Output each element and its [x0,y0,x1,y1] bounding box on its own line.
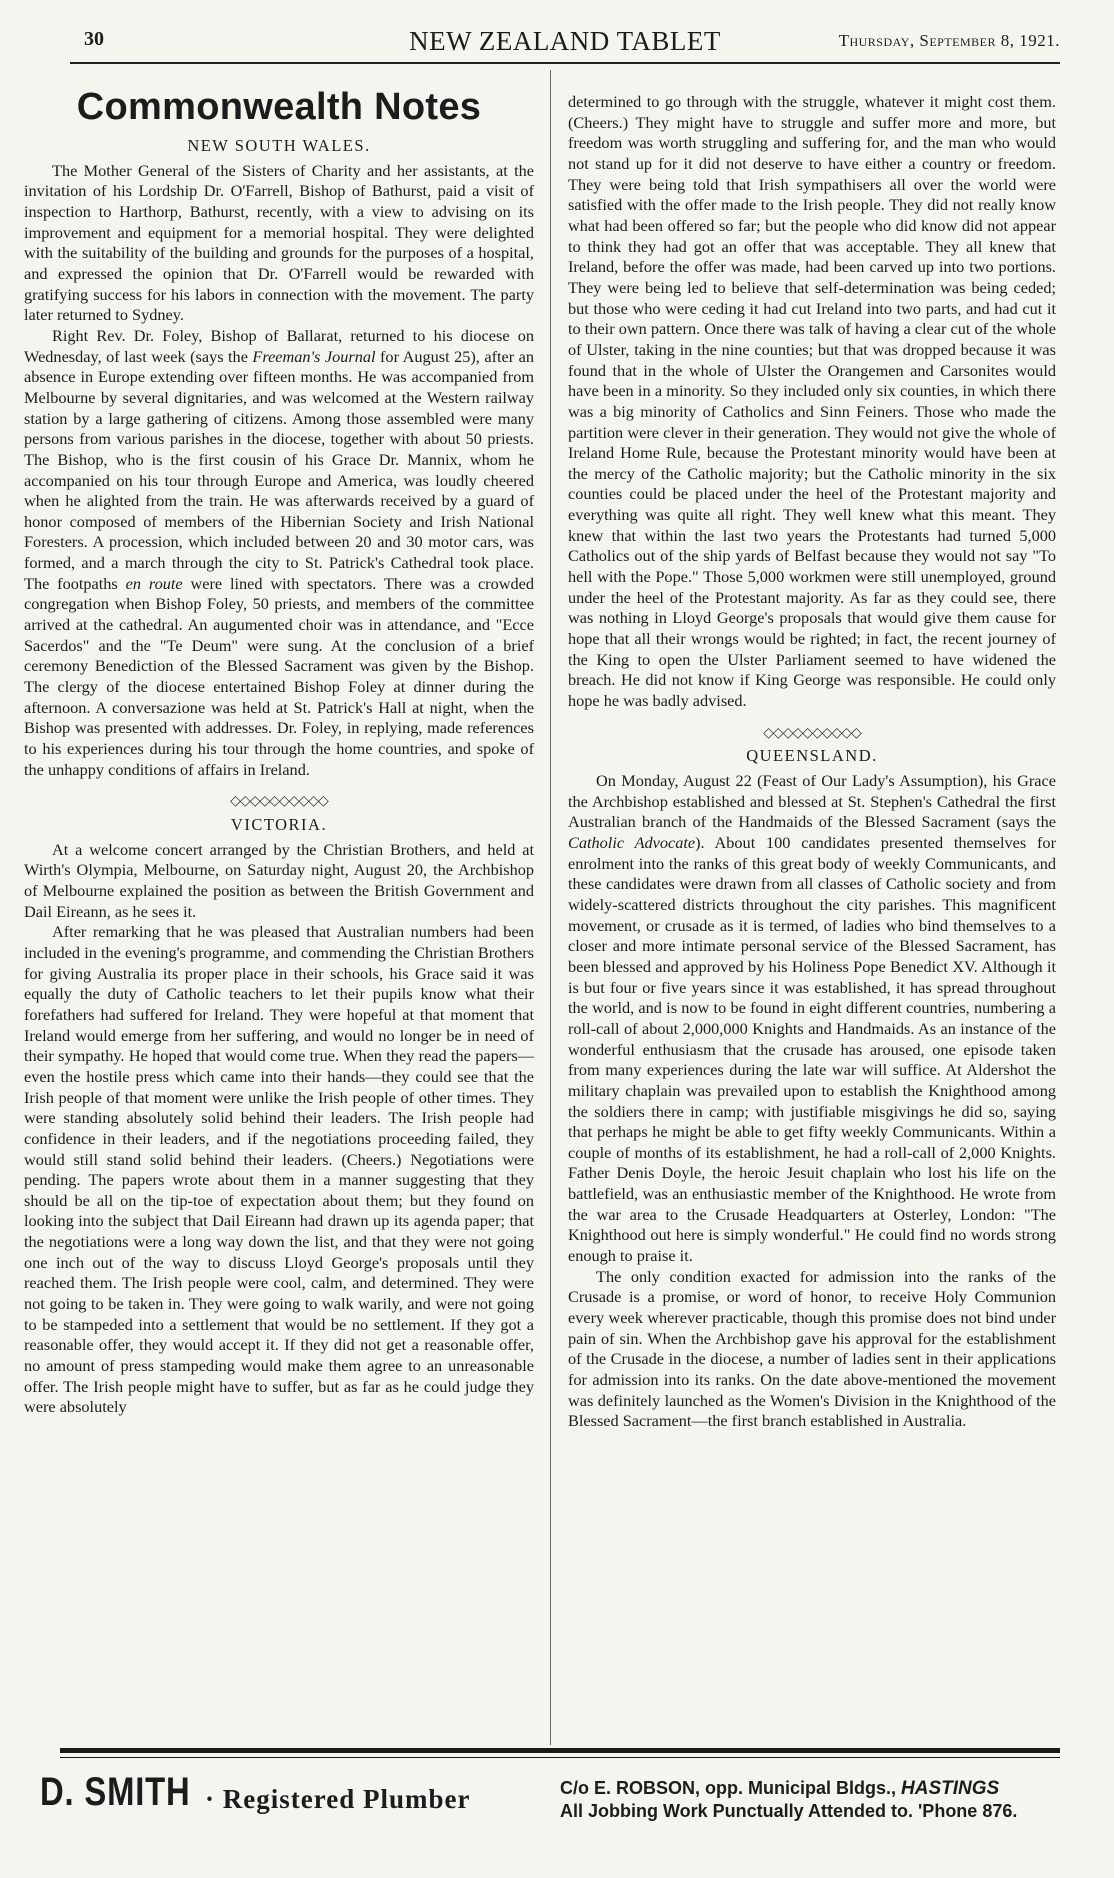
address-text: C/o E. ROBSON, opp. Municipal Bldgs., [560,1778,897,1798]
header-rule [70,62,1060,64]
right-column [568,92,1056,1432]
footer-rule [60,1748,1060,1753]
nsw-p2-text-c: were lined with spectators. There was a crowded congregation when Bishop Foley, 50 priests, and members of the committee arrived at the cathedral. An augumented choir was in attendance, and "Ecce Sacerdos" and the "Te Deum" were sung. At the conclusion of a brief ceremony Benediction of the Blessed Sacrament was given by the Bishop. The clergy of the diocese entertained Bishop Foley at dinner during the afternoon. A conversazione was held at St. Patrick's Hall at night, when the Bishop was presented with addresses. Dr. Foley, in replying, made references to his experiences during his tour through the home countries, and spoke of the unhappy conditions of affairs in Ireland. [24,573,535,779]
section-ornament: ◇◇◇◇◇◇◇◇◇◇ [763,725,861,741]
advertiser-name: D. SMITH [40,1770,191,1814]
source-citation: Freeman's Journal [252,346,376,366]
town-name: HASTINGS [901,1778,1000,1799]
victoria-paragraph-1: At a welcome concert arranged by the Christian Brothers, and held at Wirth's Olympia, Melbourne, on Saturday night, August 20, the Archbishop of Melbourne explained the position as between the British Government and Dail Eireann, as he sees it. [24,839,534,921]
phone-number: 'Phone 876. [918,1801,1018,1821]
left-column [24,70,534,1418]
service-text: All Jobbing Work Punctually Attended to. [560,1801,914,1821]
section-ornament: ◇◇◇◇◇◇◇◇◇◇ [230,794,328,810]
nsw-p2-text-b: for August 25), after an absence in Europe extending over fifteen months. He was accompanied from Melbourne by several dignitaries, and was welcomed at the Western railway station by a large gathering of citizens. Among those assembled were many persons from various parishes in the diocese, together with about 50 priests. The Bishop, who is the first cousin of his Grace Dr. Mannix, whom he accompanied on his tour through Europe and America, was loudly cheered when he alighted from the train. He was afterwards received by a guard of honor composed of members of the Hibernian Society and Irish National Foresters. A procession, which included between 20 and 30 motor cars, was formed, and a march through the city to St. Patrick's Cathedral took place. The footpaths [24,346,535,593]
article-title: Commonwealth Notes [76,86,482,128]
nsw-p2-text-a: Right Rev. Dr. Foley, Bishop of Ballarat, returned to his diocese on Wednesday, of last week (says the [24,325,534,366]
nsw-paragraph-2 [24,326,534,780]
advertiser-address [560,1777,1017,1823]
address-line-2 [560,1800,1017,1823]
section-heading-nsw: NEW SOUTH WALES. [187,136,371,155]
continuation-paragraph: determined to go through with the struggle, whatever it might cost them. (Cheers.) They might have to struggle and suffer more and more, but freedom was worth struggling and suffering for, and the man who would not stand up for it did not deserve to have either a country or freedom. They were being told that Irish sympathisers all over the world were satisfied with the offer made to the Irish people. They did not really know what had been offered so far; but the people who did know did not appear to think they had got an offer that was acceptable. They all knew that Ireland, before the offer was made, had been carved up into two portions. They were being led to believe that self-determination was being ceded; but those who were ceding it had cut Ireland into two parts, and had cut it to their own pattern. Once there was talk of having a clear cut of the whole of Ulster, taking in the nine counties; but that was dropped because it was found that in the whole of Ulster the Orangemen and Carsonites would have been in a minority. So they included only six counties, in which there was a big minority of Catholics and Sinn Feiners. Those who made the partition were clever in their generation. They would not give the whole of Ireland Home Rule, because the Protestant minority would have been at the mercy of the Catholic majority; but the Catholic minority in the six counties could be placed under the heel of the Protestant majority and everything was quite all right. They well knew what this meant. They knew that within the last two years the Protestants had turned 5,000 Catholics out of the ship yards of Belfast because they would not say "To hell with the Pope." Those 5,000 workmen were still unemployed, ground under the heel of the Protestant majority. As far as they could see, there was nothing in Lloyd George's proposals that would give them cause for hope that all their wrongs would be righted; in fact, the recent journey of the King to open the Ulster Parliament seemed to have widened the breach. He did not know if King George was responsible. He could only hope he was badly advised. [568,92,1056,711]
section-heading-victoria: VICTORIA. [230,815,328,834]
issue-date: Thursday, September 8, 1921. [838,31,1060,50]
section-heading-queensland: QUEENSLAND. [746,746,878,766]
queensland-paragraph-1 [568,771,1056,1267]
column-divider [550,70,551,1745]
italic-phrase: en route [125,573,183,593]
address-line-1 [560,1777,1017,1800]
footer-rule-thin [60,1757,1060,1758]
page-number: 30 [84,28,104,50]
source-citation: Catholic Advocate [568,832,696,852]
advertiser-trade: · Registered Plumber [205,1784,471,1814]
victoria-paragraph-2: After remarking that he was pleased that Australian numbers had been included in the evening's programme, and commending the Christian Brothers for giving Australia its proper place in their schools, his Grace said it was equally the duty of Catholic teachers to let their pupils know what their forefathers had suffered for Ireland. They were hopeful at that moment that Ireland would emerge from her suffering, and would no longer be in need of their sympathy. He hoped that would come true. When they read the papers—even the hostile press which came into their hands—they could see that the Irish people of that moment were unlike the Irish people of other times. They were standing absolutely solid behind their leaders. The Irish people had confidence in their leaders, and if the negotiations proceeding failed, they would still stand solid behind their leaders. (Cheers.) Negotiations were pending. The papers wrote about them in a manner suggesting that they should be all on the tip-toe of expectation about them; but they found on looking into the subject that Dail Eireann had drawn up its agenda paper; that the negotiations were a long way down the list, and that they were not going one inch out of the way to discuss Lloyd George's proposals until they reached them. The Irish people were cool, calm, and determined. They were not going to be taken in. They were going to walk warily, and were not going to be stampeded into a settlement that would be no settlement. If they got a reasonable offer, they would accept it. If they did not get a reasonable offer, no amount of press stampeding would make them agree to an unreasonable offer. The Irish people might have to suffer, but as far as he could judge they were absolutely [24,922,534,1417]
qld-p1-text-a: On Monday, August 22 (Feast of Our Lady's Assumption), his Grace the Archbishop established and blessed at St. Stephen's Cathedral the first Australian branch of the Handmaids of the Blessed Sacrament (says the [568,771,1056,832]
masthead: NEW ZEALAND TABLET [409,26,721,56]
nsw-paragraph-1: The Mother General of the Sisters of Charity and her assistants, at the invitation of his Lordship Dr. O'Farrell, Bishop of Bathurst, paid a visit of inspection to Harthorp, Bathurst, recently, with a view to advising on its improvement and equipment for a memorial hospital. They were delighted with the suitability of the building and grounds for the purposes of a hospital, and expressed the opinion that Dr. O'Farrell would be rewarded with gratifying success for his labors in connection with the movement. The party later returned to Sydney. [24,160,534,325]
qld-p1-text-b: ). About 100 candidates presented themselves for enrolment into the ranks of this great body of weekly Communicants, and these candidates were drawn from all classes of Catholic society and from widely-scattered districts throughout the city parishes. This magnificent movement, or crusade as it is termed, of ladies who bind themselves to a closer and more intimate personal service of the Blessed Sacrament, has been blessed and approved by his Holiness Pope Benedict XV. Although it is but four or five years since it was established, it has spread throughout the world, and is now to be found in eight different countries, numbering a roll-call of about 2,000,000 Knights and Handmaids. As an instance of the wonderful enthusiasm that the crusade has aroused, one episode taken from many experiences during the late war will suffice. At Aldershot the military chaplain was prevailed upon to establish the Knighthood among the soldiers there in camp; with justifiable misgivings he did so, saying that perhaps he might be able to get fifty weekly Communicants. Within a couple of months of its establishment, he had a roll-call of 2,000 Knights. Father Denis Doyle, the heroic Jesuit chaplain who lost his life on the battlefield, was an enthusiastic member of the Knighthood. He wrote from the war area to the Crusade Headquarters at Osterley, London: "The Knighthood out here is simply wonderful." He could find no words strong enough to praise it. [568,832,1056,1266]
page-header [70,28,1060,64]
queensland-paragraph-2: The only condition exacted for admission into the ranks of the Crusade is a promise, or word of honor, to receive Holy Communion every week wherever practicable, though this promise does not bind under pain of sin. When the Archbishop gave his approval for the establishment of the Crusade in the diocese, a number of ladies sent in their applications for admission into its ranks. On the date above-mentioned the movement was definitely launched as the Women's Division in the Knighthood of the Blessed Sacrament—the first branch established in Australia. [568,1266,1056,1431]
